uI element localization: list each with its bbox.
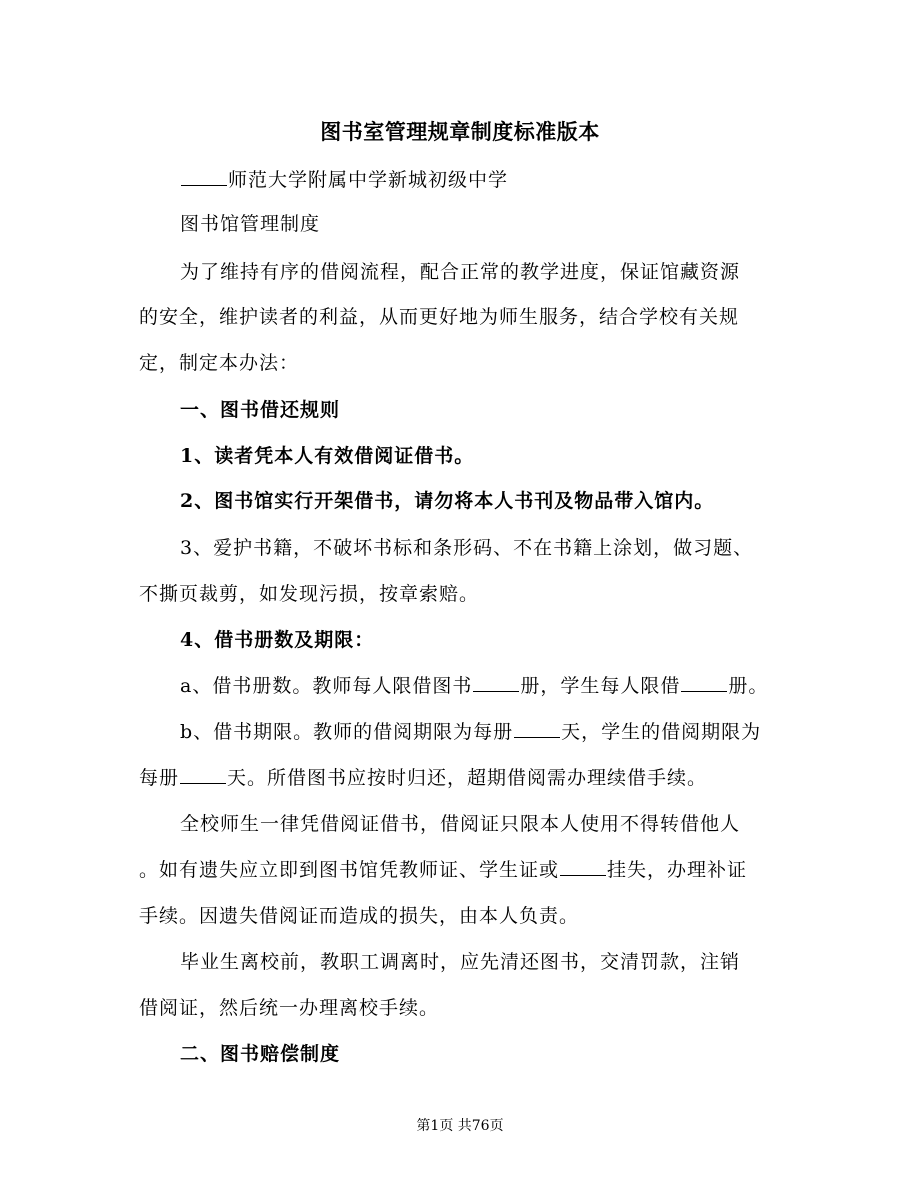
school-name: 师范大学附属中学新城初级中学: [228, 169, 509, 191]
page-footer: 第1页 共76页: [416, 1118, 504, 1134]
blank-line: [180, 766, 226, 784]
rule-4b-part-3: 每册: [139, 767, 180, 789]
rule-2: 2、图书馆实行开架借书，请勿将本人书刊及物品带入馆内。: [180, 490, 715, 512]
intro-line-1: 为了维持有序的借阅流程，配合正常的教学进度，保证馆藏资源: [180, 261, 741, 283]
section-heading-2: 二、图书赔偿制度: [180, 1043, 341, 1065]
rule-4b-line-2: [139, 766, 707, 790]
document-subtitle: 图书馆管理制度: [180, 213, 321, 235]
blank-line: [681, 674, 727, 692]
blank-line: [181, 168, 227, 186]
graduate-rule-line-2: 借阅证，然后统一办理离校手续。: [139, 997, 440, 1019]
rule-4b-part-2: 天，学生的借阅期限为: [561, 721, 762, 743]
card-rule-line-3: 手续。因遗失借阅证而造成的损失，由本人负责。: [139, 905, 580, 927]
rule-4b-line-1: [180, 720, 761, 744]
school-name-line: [180, 168, 508, 192]
rule-3-line-1: 3、爱护书籍，不破坏书标和条形码、不在书籍上涂划，做习题、: [180, 537, 754, 559]
document-title: 图书室管理规章制度标准版本: [320, 119, 600, 144]
rule-4a: [180, 674, 768, 698]
card-rule-line-1: 全校师生一律凭借阅证借书，借阅证只限本人使用不得转借他人: [180, 813, 741, 835]
blank-line: [473, 674, 519, 692]
rule-4a-part-3: 册。: [728, 675, 769, 697]
rule-3-line-2: 不撕页裁剪，如发现污损，按章索赔。: [139, 583, 480, 605]
intro-line-3: 定，制定本办法：: [139, 352, 300, 374]
rule-4a-part-1: a、借书册数。教师每人限借图书: [180, 675, 473, 697]
rule-4-heading: 4、借书册数及期限：: [180, 629, 375, 651]
intro-line-2: 的安全，维护读者的利益，从而更好地为师生服务，结合学校有关规: [139, 306, 740, 328]
card-rule-line-2: [139, 858, 747, 882]
blank-line: [560, 858, 606, 876]
rule-1: 1、读者凭本人有效借阅证借书。: [180, 445, 475, 467]
rule-4b-part-4: 天。所借图书应按时归还，超期借阅需办理续借手续。: [227, 767, 708, 789]
section-heading-1: 一、图书借还规则: [180, 399, 341, 421]
blank-line: [514, 720, 560, 738]
graduate-rule-line-1: 毕业生离校前，教职工调离时，应先清还图书，交清罚款，注销: [180, 951, 741, 973]
rule-4b-part-1: b、借书期限。教师的借阅期限为每册: [180, 721, 514, 743]
rule-4a-part-2: 册，学生每人限借: [520, 675, 681, 697]
card-rule-part-2: 挂失，办理补证: [607, 859, 748, 881]
card-rule-part-1: 。如有遗失应立即到图书馆凭教师证、学生证或: [139, 859, 560, 881]
